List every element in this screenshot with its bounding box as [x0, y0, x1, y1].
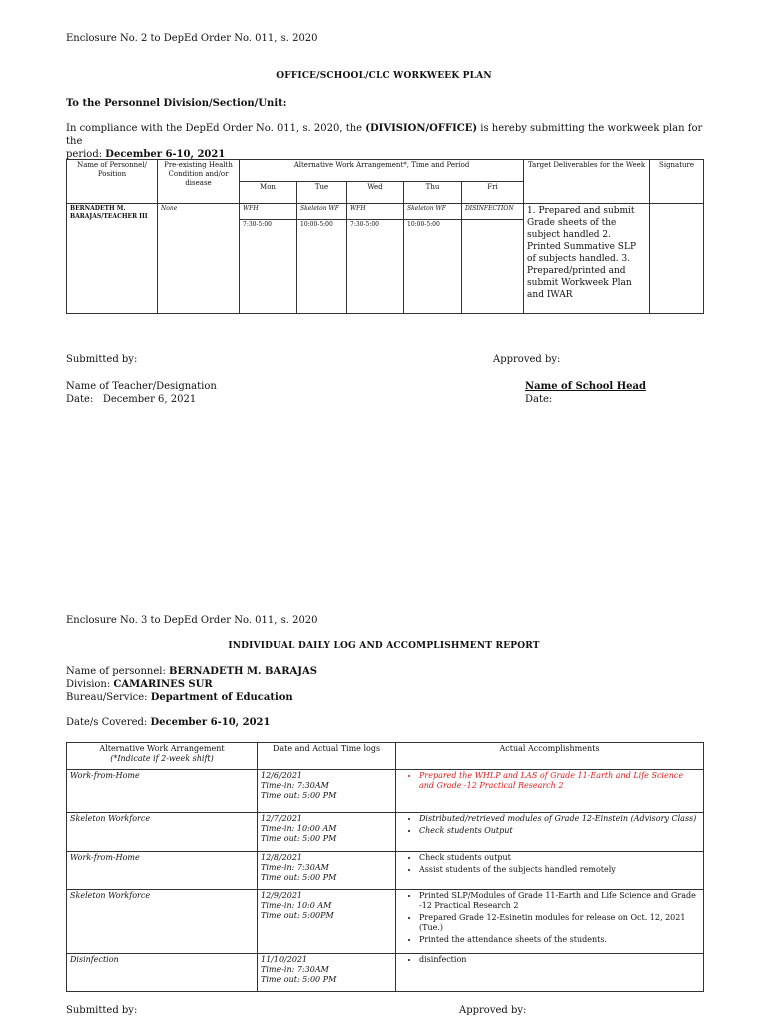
daily-log-title: INDIVIDUAL DAILY LOG AND ACCOMPLISHMENT REPORT	[228, 641, 540, 651]
fri-arrangement: DISINFECTION	[462, 204, 524, 220]
accomplishment-item: • Assist students of the subjects handled remotely	[419, 865, 700, 875]
personnel-name-cell: BERNADETH M. BARAJAS/TEACHER III	[67, 204, 158, 314]
header-fri: Fri	[462, 182, 524, 204]
intro-text: In compliance with the DepEd Order No. 011, s. 2020, the	[66, 123, 366, 134]
header-wed: Wed	[347, 182, 404, 204]
accomplishment-item: • disinfection	[419, 955, 700, 965]
row-date-time	[258, 813, 396, 852]
signature-cell	[650, 204, 704, 314]
header-name-position: Name of Personnel/ Position	[67, 160, 158, 204]
deliverables-cell: 1. Prepared and submit Grade sheets of the subject handled 2. Printed Summative SLP of subjects handled. 3. Prepared/printed and submit Workweek Plan and IWAR	[524, 204, 650, 314]
row-time-in: Time-in: 7:30AM	[261, 965, 329, 974]
tue-arrangement: Skeleton WF	[297, 204, 347, 220]
workweek-plan-table	[66, 159, 704, 314]
table-row	[67, 813, 704, 852]
row-time-out: Time out: 5:00PM	[261, 911, 334, 920]
row-arrangement: Work-from-Home	[67, 852, 258, 890]
accomplishment-item: • Check students output	[419, 853, 700, 863]
enclosure-2-label: Enclosure No. 2 to DepEd Order No. 011, s. 2020	[66, 33, 318, 44]
row-date: 11/10/2021	[261, 955, 308, 964]
header-awa-note: (*Indicate if 2-week shift)	[110, 754, 214, 763]
row-accomplishments	[396, 954, 704, 992]
accomplishment-item: • Prepared the WHLP and LAS of Grade 11-Earth and Life Science and Grade -12 Practical Research 2	[419, 771, 700, 791]
row-time-in: Time-in: 7:30AM	[261, 863, 329, 872]
accomplishment-item: • Distributed/retrieved modules of Grade 12-Einstein (Advisory Class)	[419, 814, 700, 824]
row-time-out: Time out: 5:00 PM	[261, 873, 337, 882]
bureau-label: Bureau/Service:	[66, 692, 151, 703]
submitted-by-label: Submitted by:	[66, 354, 138, 365]
submission-date	[66, 393, 196, 406]
row-arrangement: Skeleton Workforce	[67, 813, 258, 852]
division-value: CAMARINES SUR	[113, 679, 213, 690]
row-date: 12/6/2021	[261, 771, 303, 780]
header-awa: Alternative Work Arrangement	[99, 744, 225, 753]
thu-time: 10:00-5:00	[404, 220, 462, 314]
log-submitted-by-label: Submitted by:	[66, 1005, 138, 1016]
enclosure-3-label: Enclosure No. 3 to DepEd Order No. 011, s. 2020	[66, 615, 318, 626]
row-date: 12/9/2021	[261, 891, 303, 900]
row-time-in: Time-in: 10:00 AM	[261, 824, 337, 833]
accomplishment-item: • Check students Output	[419, 826, 700, 836]
row-date-time	[258, 890, 396, 954]
row-date: 12/7/2021	[261, 814, 303, 823]
row-time-out: Time out: 5:00 PM	[261, 834, 337, 843]
row-arrangement: Work-from-Home	[67, 770, 258, 813]
log-approved-by-label: Approved by:	[459, 1005, 527, 1016]
row-accomplishments	[396, 852, 704, 890]
header-work-arrangement: Alternative Work Arrangement*, Time and Period	[240, 160, 524, 182]
personnel-line	[66, 665, 317, 678]
table-row	[67, 770, 704, 813]
bureau-value: Department of Education	[150, 692, 293, 703]
division-office-text: (DIVISION/OFFICE)	[365, 123, 478, 134]
wed-time: 7:30-5:00	[347, 220, 404, 314]
workweek-plan-title: OFFICE/SCHOOL/CLC WORKWEEK PLAN	[276, 71, 492, 81]
row-accomplishments	[396, 890, 704, 954]
intro-text-end: is hereby submitting the workweek plan for the	[66, 123, 703, 147]
personnel-label: Name of personnel:	[66, 666, 169, 677]
header-tue: Tue	[297, 182, 347, 204]
period-label: period:	[66, 149, 106, 160]
compliance-paragraph	[66, 122, 704, 161]
row-time-in: Time-in: 10:0 AM	[261, 901, 332, 910]
header-date-time: Date and Actual Time logs	[258, 743, 396, 770]
mon-time: 7:30-5:00	[240, 220, 297, 314]
header-health-condition: Pre-existing Health Condition and/or disease	[158, 160, 240, 204]
header-accomplishments: Actual Accomplishments	[396, 743, 704, 770]
header-signature: Signature	[650, 160, 704, 204]
accomplishment-item: • Printed the attendance sheets of the students.	[419, 935, 700, 945]
row-date-time	[258, 954, 396, 992]
wed-arrangement: WFH	[347, 204, 404, 220]
row-accomplishments	[396, 770, 704, 813]
row-time-out: Time out: 5:00 PM	[261, 975, 337, 984]
row-date: 12/8/2021	[261, 853, 303, 862]
row-date-time	[258, 852, 396, 890]
table-row	[67, 954, 704, 992]
health-condition-cell: None	[158, 204, 240, 314]
personnel-value: BERNADETH M. BARAJAS	[169, 666, 317, 677]
dates-covered-line	[66, 716, 270, 729]
thu-arrangement: Skeleton WF	[404, 204, 462, 220]
row-time-in: Time-in: 7:30AM	[261, 781, 329, 790]
teacher-designation: Name of Teacher/Designation	[66, 381, 217, 392]
header-deliverables: Target Deliverables for the Week	[524, 160, 650, 204]
addressee-line: To the Personnel Division/Section/Unit:	[66, 98, 287, 109]
period-value: December 6-10, 2021	[105, 149, 226, 160]
accomplishment-item: • Printed SLP/Modules of Grade 11-Earth and Life Science and Grade -12 Practical Research 2	[419, 891, 700, 911]
mon-arrangement: WFH	[240, 204, 297, 220]
dates-covered-value: December 6-10, 2021	[150, 717, 271, 728]
division-line	[66, 678, 213, 691]
fri-time	[462, 220, 524, 314]
daily-log-table	[66, 742, 704, 992]
division-label: Division:	[66, 679, 114, 690]
header-thu: Thu	[404, 182, 462, 204]
row-date-time	[258, 770, 396, 813]
tue-time: 10:00-5:00	[297, 220, 347, 314]
row-arrangement: Disinfection	[67, 954, 258, 992]
bureau-line	[66, 691, 293, 704]
accomplishment-item: • Prepared Grade 12-Esinetin modules for release on Oct. 12, 2021 (Tue.)	[419, 913, 700, 933]
header-mon: Mon	[240, 182, 297, 204]
header-awa-cell	[67, 743, 258, 770]
table-row	[67, 852, 704, 890]
date-value: December 6, 2021	[102, 394, 197, 405]
row-time-out: Time out: 5:00 PM	[261, 791, 337, 800]
approved-by-label: Approved by:	[493, 354, 561, 365]
date-label: Date:	[66, 394, 94, 405]
approval-date-label: Date:	[525, 394, 553, 405]
row-accomplishments	[396, 813, 704, 852]
dates-covered-label: Date/s Covered:	[66, 717, 151, 728]
table-row	[67, 890, 704, 954]
row-arrangement: Skeleton Workforce	[67, 890, 258, 954]
school-head-name: Name of School Head	[525, 381, 646, 392]
